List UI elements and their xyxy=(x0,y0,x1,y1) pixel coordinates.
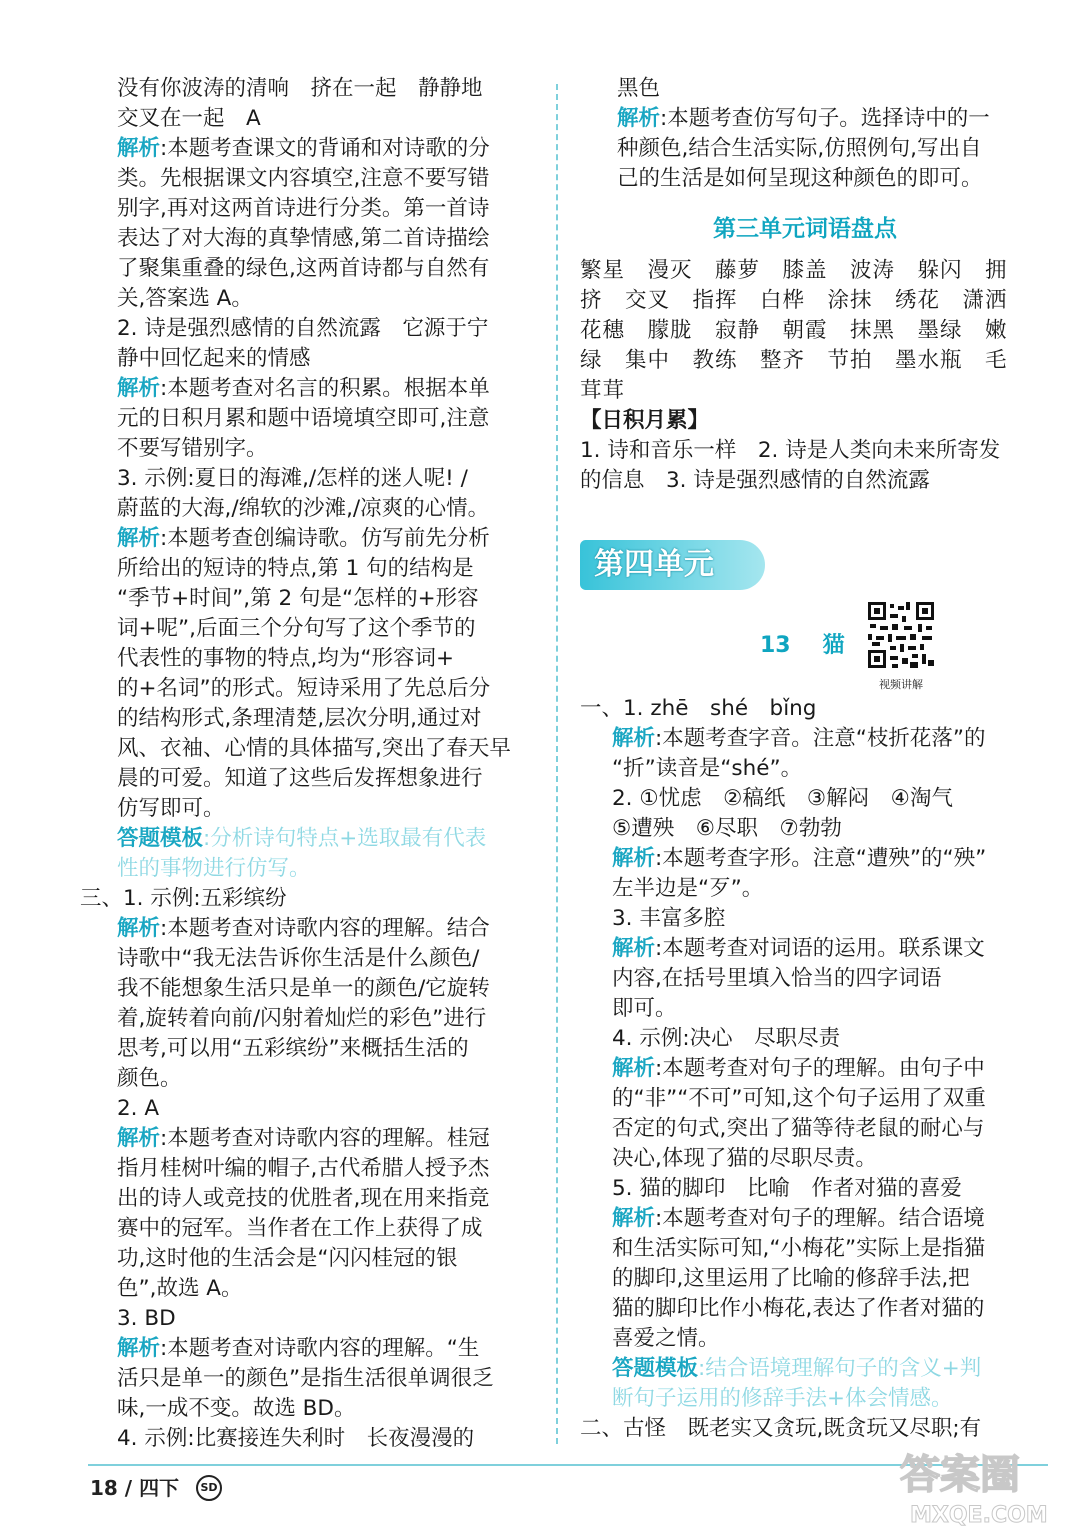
unit4-banner: 第四单元 xyxy=(580,540,765,590)
analysis-line: 解析:本题考查仿写句子。选择诗中的一 xyxy=(617,106,990,131)
answer-line: 2. 诗是强烈感情的自然流露 它源于宁 xyxy=(117,316,489,341)
daily-title: 【日积月累】 xyxy=(580,408,710,433)
answer-line: 3. 丰富多腔 xyxy=(612,906,726,931)
analysis-line: 解析:本题考查对句子的理解。由句子中 xyxy=(612,1056,985,1081)
analysis-line: 解析:本题考查对诗歌内容的理解。结合 xyxy=(117,916,490,941)
text-line: 猫的脚印比作小梅花,表达了作者对猫的 xyxy=(612,1296,985,1321)
analysis-tag: 解析 xyxy=(117,526,161,551)
text-line: 决心,体现了猫的尽职尽责。 xyxy=(612,1146,877,1171)
template-line: 答题模板:分析诗句特点+选取最有代表 xyxy=(117,826,487,851)
analysis-tag: 解析 xyxy=(612,726,656,751)
analysis-line: 解析:本题考查对诗歌内容的理解。桂冠 xyxy=(117,1126,490,1151)
text-line: “折”读音是“shé”。 xyxy=(612,756,803,781)
text-line: 颜色。 xyxy=(117,1066,182,1091)
sd-badge: SD xyxy=(196,1475,222,1501)
analysis-tag: 解析 xyxy=(117,916,161,941)
text-line: 出的诗人或竞技的优胜者,现在用来指竞 xyxy=(117,1186,490,1211)
text-line: 诗歌中“我无法告诉你生活是什么颜色/ xyxy=(117,946,480,971)
qr-code-icon[interactable] xyxy=(866,600,936,670)
lesson-number: 13 xyxy=(760,633,791,658)
text-line: 我不能想象生活只是单一的颜色/它旋转 xyxy=(117,976,490,1001)
text-line: 否定的句式,突出了猫等待老鼠的耐心与 xyxy=(612,1116,985,1141)
analysis-tag: 解析 xyxy=(117,376,161,401)
answer-line: 3. BD xyxy=(117,1306,176,1331)
svg-text:答案圈: 答案圈 xyxy=(900,1452,1020,1498)
text-line: 静中回忆起来的情感 xyxy=(117,346,311,371)
analysis-line: 解析:本题考查对句子的理解。结合语境 xyxy=(612,1206,985,1231)
text-line: 功,这时他的生活会是“闪闪桂冠的银 xyxy=(117,1246,458,1271)
text-line: 词+呢”,后面三个分句写了这个季节的 xyxy=(117,616,476,641)
analysis-line: 解析:本题考查创编诗歌。仿写前先分析 xyxy=(117,526,490,551)
text-line: 的+名词”的形式。短诗采用了先总后分 xyxy=(117,676,491,701)
text-line: 色”,故选 A。 xyxy=(117,1276,243,1301)
text-line: 即可。 xyxy=(612,996,677,1021)
right-column-lower xyxy=(580,694,1030,1444)
text-line: 类。先根据课文内容填空,注意不要写错 xyxy=(117,166,490,191)
text-line: 种颜色,结合生活实际,仿照例句,写出自 xyxy=(617,136,982,161)
column-divider xyxy=(556,84,558,1444)
word-line: 绿 集中 教练 整齐 节拍 墨水瓶 毛 xyxy=(580,348,1008,373)
text-line: 活只是单一的颜色”是指生活很单调很乏 xyxy=(117,1366,494,1391)
analysis-tag: 解析 xyxy=(117,1126,161,1151)
template-tag: 答题模板 xyxy=(117,826,204,851)
text-line: 代表性的事物的特点,均为“形容词+ xyxy=(117,646,454,671)
template-tag: 答题模板 xyxy=(612,1356,699,1381)
daily-line: 的信息 3. 诗是强烈感情的自然流露 xyxy=(580,468,930,493)
analysis-tag: 解析 xyxy=(612,1056,656,1081)
text-line: 元的日积月累和题中语境填空即可,注意 xyxy=(117,406,490,431)
lesson-title xyxy=(760,628,845,659)
answer-line: 4. 示例:决心 尽职尽责 xyxy=(612,1026,841,1051)
analysis-line: 解析:本题考查对诗歌内容的理解。“生 xyxy=(117,1336,480,1361)
section-line: 一、1. zhē shé bǐng xyxy=(580,696,817,721)
text-line: 仿写即可。 xyxy=(117,796,225,821)
template-line: 性的事物进行仿写。 xyxy=(117,856,311,881)
text-line: 没有你波涛的清响 挤在一起 静静地 xyxy=(117,76,483,101)
answer-line: 3. 示例:夏日的海滩,/怎样的迷人呢! / xyxy=(117,466,468,491)
analysis-line: 解析:本题考查字形。注意“遭殃”的“殃” xyxy=(612,846,987,871)
word-line: 繁星 漫灭 藤萝 膝盖 波涛 躲闪 拥 xyxy=(580,258,1008,283)
analysis-line: 解析:本题考查对名言的积累。根据本单 xyxy=(117,376,490,401)
text-line: 己的生活是如何呈现这种颜色的即可。 xyxy=(617,166,983,191)
text-line: 指月桂树叶编的帽子,古代希腊人授予杰 xyxy=(117,1156,490,1181)
text-line: 赛中的冠军。当作者在工作上获得了成 xyxy=(117,1216,483,1241)
section-line: 二、古怪 既老实又贪玩,既贪玩又尽职;有 xyxy=(580,1416,982,1441)
word-line: 茸茸 xyxy=(580,378,626,403)
analysis-line: 解析:本题考查字音。注意“枝折花落”的 xyxy=(612,726,986,751)
text-line: 和生活实际可知,“小梅花”实际上是指猫 xyxy=(612,1236,986,1261)
analysis-tag: 解析 xyxy=(117,136,161,161)
text-line: 喜爱之情。 xyxy=(612,1326,720,1351)
svg-text:MXQE.COM: MXQE.COM xyxy=(910,1503,1048,1528)
qr-label: 视频讲解 xyxy=(879,678,923,691)
text-line: 的结构形式,条理清楚,层次分明,通过对 xyxy=(117,706,482,731)
text-line: 的“非”“不可”可知,这个句子运用了双重 xyxy=(612,1086,986,1111)
answer-line: 2. ①忧虑 ②稿纸 ③解闷 ④淘气 xyxy=(612,786,953,811)
analysis-tag: 解析 xyxy=(612,936,656,961)
text-line: 的脚印,这里运用了比喻的修辞手法,把 xyxy=(612,1266,970,1291)
text-line: 内容,在括号里填入恰当的四字词语 xyxy=(612,966,942,991)
text-line: 不要写错别字。 xyxy=(117,436,268,461)
word-line: 花穗 朦胧 寂静 朝霞 抹黑 墨绿 嫩 xyxy=(580,318,1008,343)
text-line: “季节+时间”,第 2 句是“怎样的+形容 xyxy=(117,586,479,611)
template-line: 答题模板:结合语境理解句子的含义+判 xyxy=(612,1356,982,1381)
text-line: 别字,再对这两首诗进行分类。第一首诗 xyxy=(117,196,490,221)
lesson-name: 猫 xyxy=(822,633,845,658)
analysis-tag: 解析 xyxy=(612,846,656,871)
text-line: 晨的可爱。知道了这些后发挥想象进行 xyxy=(117,766,483,791)
text-line: 关,答案选 A。 xyxy=(117,286,253,311)
text-line: 味,一成不变。故选 BD。 xyxy=(117,1396,356,1421)
analysis-line: 解析:本题考查对词语的运用。联系课文 xyxy=(612,936,985,961)
answer-line: 4. 示例:比赛接连失利时 长夜漫漫的 xyxy=(117,1426,475,1451)
text-line: 了聚集重叠的绿色,这两首诗都与自然有 xyxy=(117,256,490,281)
page-number: 18 / 四下 xyxy=(90,1476,180,1500)
word-line: 挤 交叉 指挥 白桦 涂抹 绣花 潇洒 xyxy=(580,288,1008,313)
template-line: 断句子运用的修辞手法+体会情感。 xyxy=(612,1386,953,1411)
text-line: 交叉在一起 A xyxy=(117,106,261,131)
unit3-title: 第三单元词语盘点 xyxy=(713,216,897,242)
text-line: 黑色 xyxy=(617,76,661,101)
answer-line: 2. A xyxy=(117,1096,160,1121)
right-column xyxy=(580,74,1030,496)
watermark-logo xyxy=(880,1436,1070,1532)
text-line: 风、衣袖、心情的具体描写,突出了春天早 xyxy=(117,736,511,761)
text-line: 左半边是“歹”。 xyxy=(612,876,764,901)
text-line: 蔚蓝的大海,/绵软的沙滩,/凉爽的心情。 xyxy=(117,496,490,521)
text-line: 思考,可以用“五彩缤纷”来概括生活的 xyxy=(117,1036,469,1061)
analysis-tag: 解析 xyxy=(617,106,661,131)
text-line: 表达了对大海的真挚情感,第二首诗描绘 xyxy=(117,226,490,251)
answer-line: 5. 猫的脚印 比喻 作者对猫的喜爱 xyxy=(612,1176,962,1201)
word-list xyxy=(580,256,1030,406)
left-column xyxy=(80,74,532,1454)
analysis-tag: 解析 xyxy=(612,1206,656,1231)
analysis-line: 解析:本题考查课文的背诵和对诗歌的分 xyxy=(117,136,490,161)
daily-line: 1. 诗和音乐一样 2. 诗是人类向未来所寄发 xyxy=(580,438,1001,463)
analysis-tag: 解析 xyxy=(117,1336,161,1361)
text-line: ⑤遭殃 ⑥尽职 ⑦勃勃 xyxy=(612,816,842,841)
section-line: 三、1. 示例:五彩缤纷 xyxy=(80,886,287,911)
text-line: 所给出的短诗的特点,第 1 句的结构是 xyxy=(117,556,474,581)
text-line: 着,旋转着向前/闪射着灿烂的彩色”进行 xyxy=(117,1006,487,1031)
